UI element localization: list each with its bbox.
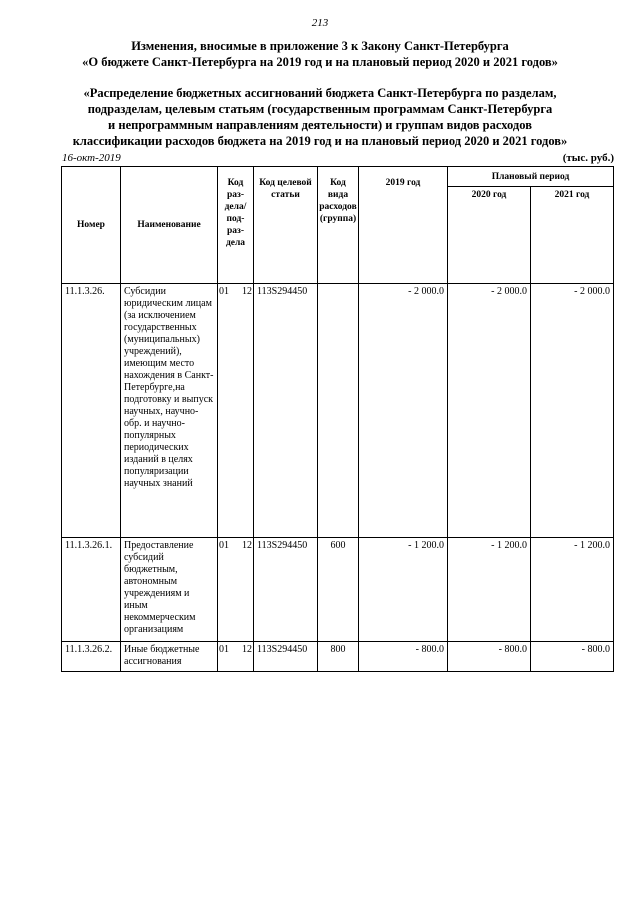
table-row xyxy=(62,284,614,538)
row-value-2020: - 800.0 xyxy=(448,642,531,672)
section-code: 01 xyxy=(219,644,229,655)
row-number: 11.1.3.26.2. xyxy=(62,642,121,672)
row-value-2021: - 1 200.0 xyxy=(531,538,614,642)
row-number: 11.1.3.26. xyxy=(62,284,121,538)
col-header-number: Номер xyxy=(62,167,121,284)
subsection-code: 12 xyxy=(242,644,252,655)
col-header-name: Наименование xyxy=(121,167,218,284)
header-row xyxy=(62,167,614,187)
col-header-plan-period: Плановый период xyxy=(448,167,614,187)
table-row xyxy=(62,538,614,642)
subtitle-line: «Распределение бюджетных ассигнований бюджета Санкт-Петербурга по разделам, xyxy=(83,86,557,100)
row-target: 113S294450 xyxy=(254,284,318,538)
section-code: 01 xyxy=(219,286,229,297)
subtitle-line: и непрограммным направлениям деятельности) и группам видов расходов xyxy=(108,118,532,132)
col-header-section: Код раз-дела/ под-раз-дела xyxy=(218,167,254,284)
col-header-target: Код целевой статьи xyxy=(254,167,318,284)
subsection-code: 12 xyxy=(242,540,252,551)
row-target: 113S294450 xyxy=(254,538,318,642)
budget-table xyxy=(61,166,614,672)
row-value-2021: - 800.0 xyxy=(531,642,614,672)
subsection-code: 12 xyxy=(242,286,252,297)
units-label: (тыс. руб.) xyxy=(562,152,614,164)
row-value-2020: - 2 000.0 xyxy=(448,284,531,538)
row-name: Иные бюджетные ассигнования xyxy=(121,642,218,672)
section-code: 01 xyxy=(219,540,229,551)
title-line: Изменения, вносимые в приложение 3 к Закону Санкт-Петербурга xyxy=(131,39,509,53)
row-expense-type: 800 xyxy=(318,642,359,672)
col-header-2021: 2021 год xyxy=(531,187,614,284)
row-section xyxy=(218,642,254,672)
row-value-2020: - 1 200.0 xyxy=(448,538,531,642)
subtitle-line: подразделам, целевым статьям (государственным программам Санкт-Петербурга xyxy=(87,102,553,116)
row-value-2019: - 800.0 xyxy=(359,642,448,672)
row-name: Субсидии юридическим лицам (за исключением государственных (муниципальных) учреждений), имеющим место нахождения в Санкт-Петербурге,на подготовку и выпуск научных, научно-обр. и научно-популярных периодических изданий в целях популяризации научных знаний xyxy=(121,284,218,538)
row-number: 11.1.3.26.1. xyxy=(62,538,121,642)
row-expense-type: 600 xyxy=(318,538,359,642)
row-section xyxy=(218,284,254,538)
row-expense-type xyxy=(318,284,359,538)
col-header-expense-type: Код вида расходов (группа) xyxy=(318,167,359,284)
row-value-2021: - 2 000.0 xyxy=(531,284,614,538)
col-header-2019: 2019 год xyxy=(359,167,448,284)
document-subtitle xyxy=(40,85,600,149)
table-row xyxy=(62,642,614,672)
col-header-2020: 2020 год xyxy=(448,187,531,284)
row-name: Предоставление субсидий бюджетным, автономным учреждениям и иным некоммерческим организациям xyxy=(121,538,218,642)
row-section xyxy=(218,538,254,642)
row-value-2019: - 2 000.0 xyxy=(359,284,448,538)
row-value-2019: - 1 200.0 xyxy=(359,538,448,642)
page-number: 213 xyxy=(311,17,329,29)
title-line: «О бюджете Санкт-Петербурга на 2019 год и на плановый период 2020 и 2021 годов» xyxy=(82,55,558,69)
row-target: 113S294450 xyxy=(254,642,318,672)
document-date: 16-окт-2019 xyxy=(62,152,121,164)
document-title xyxy=(40,38,600,70)
subtitle-line: классификации расходов бюджета на 2019 год и на плановый период 2020 и 2021 годов» xyxy=(72,134,568,148)
